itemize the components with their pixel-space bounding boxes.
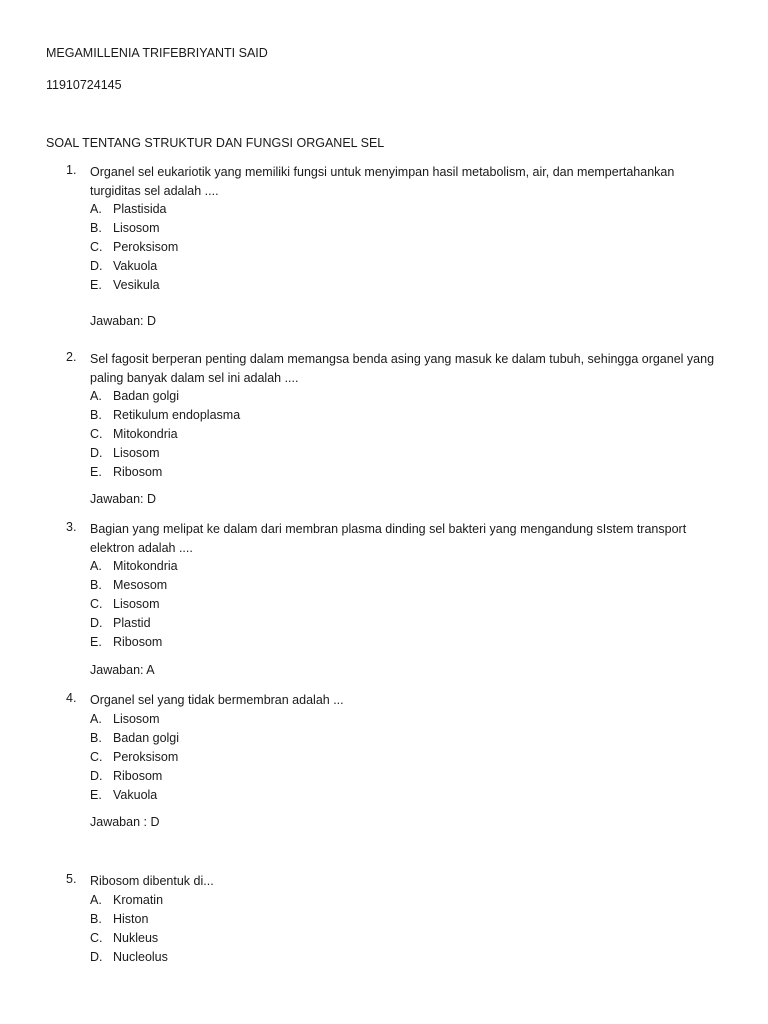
option-letter: D. — [90, 616, 103, 630]
option-letter: C. — [90, 930, 103, 945]
question-number: 1. — [66, 163, 77, 177]
option-b — [90, 219, 726, 238]
option-letter: E. — [90, 787, 102, 802]
option-text: Ribosom — [113, 635, 163, 649]
option-text: Mitokondria — [113, 559, 178, 573]
option-a — [90, 200, 726, 219]
option-b — [90, 729, 726, 748]
question-5 — [66, 872, 726, 967]
option-text: Mitokondria — [113, 427, 178, 441]
question-3 — [66, 520, 726, 652]
student-id: 11910724145 — [46, 78, 122, 92]
option-text: Histon — [113, 911, 149, 926]
question-number: 5. — [66, 872, 77, 886]
option-letter: B. — [90, 408, 102, 422]
answer-3: Jawaban: A — [90, 663, 155, 677]
option-a — [90, 557, 726, 576]
option-letter: B. — [90, 578, 102, 592]
option-text: Badan golgi — [113, 389, 180, 403]
option-letter: C. — [90, 427, 103, 441]
answer-2: Jawaban: D — [90, 492, 157, 506]
option-b — [90, 406, 726, 425]
option-text: Mesosom — [113, 578, 168, 592]
option-list — [90, 387, 726, 482]
option-letter: A. — [90, 711, 102, 726]
option-c — [90, 929, 726, 948]
option-text: Nukleus — [113, 930, 159, 945]
option-d — [90, 614, 726, 633]
option-text: Ribosom — [113, 465, 163, 479]
option-text: Plastisida — [113, 202, 167, 216]
option-letter: B. — [90, 911, 102, 926]
author-name: MEGAMILLENIA TRIFEBRIYANTI SAID — [46, 46, 268, 60]
option-text: Lisosom — [113, 446, 160, 460]
question-2 — [66, 350, 726, 482]
option-letter: D. — [90, 768, 103, 783]
option-letter: C. — [90, 597, 103, 611]
option-text: Retikulum endoplasma — [113, 408, 241, 422]
option-letter: D. — [90, 259, 103, 273]
option-letter: E. — [90, 465, 102, 479]
answer-4: Jawaban : D — [90, 815, 160, 829]
option-a — [90, 710, 726, 729]
option-letter: C. — [90, 240, 103, 254]
option-text: Lisosom — [113, 221, 160, 235]
option-a — [90, 387, 726, 406]
option-c — [90, 748, 726, 767]
option-text: Vakuola — [113, 787, 158, 802]
option-text: Peroksisom — [113, 749, 179, 764]
question-text: Sel fagosit berperan penting dalam memangsa benda asing yang masuk ke dalam tubuh, sehingga organel yang paling banyak dalam sel ini adalah .... — [90, 352, 715, 385]
option-letter: A. — [90, 892, 102, 907]
option-letter: D. — [90, 949, 103, 964]
option-e — [90, 463, 726, 482]
question-text: Organel sel eukariotik yang memiliki fungsi untuk menyimpan hasil metabolism, air, dan mempertahankan turgiditas sel adalah .... — [90, 165, 675, 198]
option-d — [90, 948, 726, 967]
option-c — [90, 238, 726, 257]
question-text: Organel sel yang tidak bermembran adalah ... — [90, 693, 344, 707]
option-letter: A. — [90, 389, 102, 403]
option-d — [90, 444, 726, 463]
option-text: Nucleolus — [113, 949, 168, 964]
option-e — [90, 786, 726, 805]
question-number: 3. — [66, 520, 77, 534]
question-number: 4. — [66, 691, 77, 705]
option-d — [90, 767, 726, 786]
option-text: Lisosom — [113, 711, 160, 726]
option-text: Kromatin — [113, 892, 164, 907]
option-text: Lisosom — [113, 597, 160, 611]
option-b — [90, 910, 726, 929]
option-text: Plastid — [113, 616, 151, 630]
option-letter: E. — [90, 278, 102, 292]
option-list — [90, 557, 726, 652]
option-text: Ribosom — [113, 768, 163, 783]
option-list — [90, 710, 726, 805]
option-c — [90, 425, 726, 444]
answer-1: Jawaban: D — [90, 314, 157, 328]
option-a — [90, 891, 726, 910]
option-e — [90, 276, 726, 295]
document-title: SOAL TENTANG STRUKTUR DAN FUNGSI ORGANEL SEL — [46, 136, 385, 150]
question-text: Bagian yang melipat ke dalam dari membran plasma dinding sel bakteri yang mengandung sIstem transport elektron adalah .... — [90, 522, 687, 555]
question-4 — [66, 691, 726, 805]
option-letter: C. — [90, 749, 103, 764]
option-c — [90, 595, 726, 614]
option-letter: B. — [90, 221, 102, 235]
option-text: Badan golgi — [113, 730, 180, 745]
option-list — [90, 200, 726, 295]
option-b — [90, 576, 726, 595]
option-letter: A. — [90, 202, 102, 216]
question-number: 2. — [66, 350, 77, 364]
option-letter: A. — [90, 559, 102, 573]
question-1 — [66, 163, 726, 295]
option-text: Vakuola — [113, 259, 158, 273]
option-d — [90, 257, 726, 276]
option-letter: B. — [90, 730, 102, 745]
option-text: Peroksisom — [113, 240, 179, 254]
option-list — [90, 891, 726, 967]
option-letter: D. — [90, 446, 103, 460]
option-e — [90, 633, 726, 652]
option-text: Vesikula — [113, 278, 160, 292]
question-text: Ribosom dibentuk di... — [90, 874, 214, 888]
option-letter: E. — [90, 635, 102, 649]
